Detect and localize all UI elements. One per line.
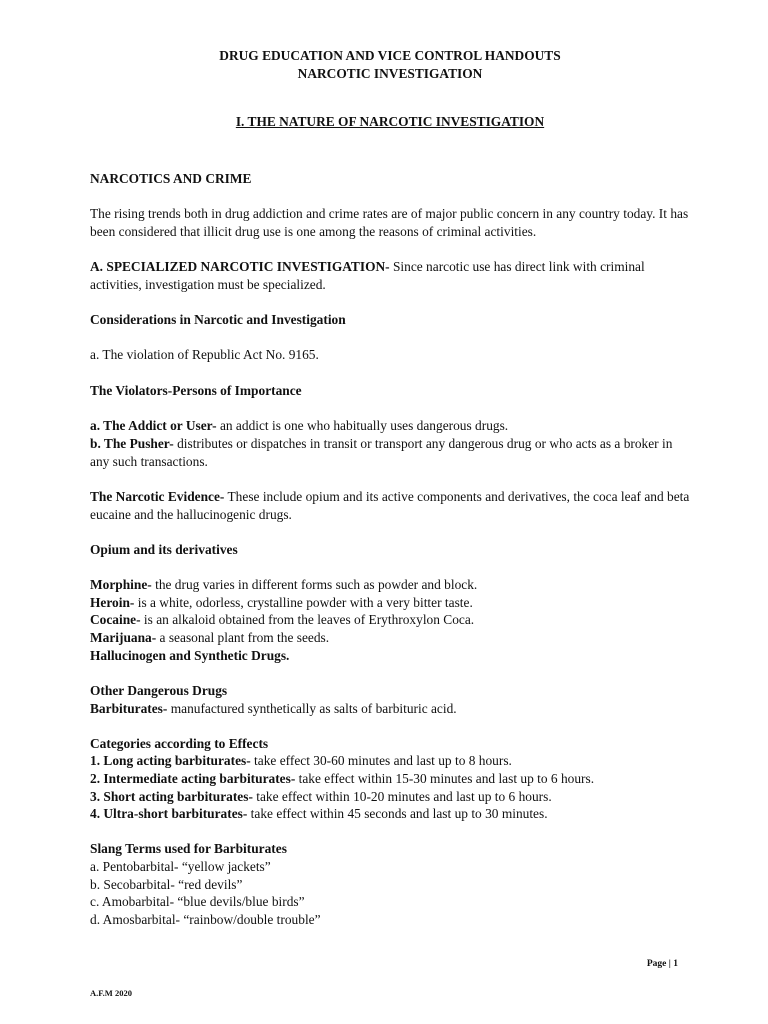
marijuana-text: a seasonal plant from the seeds. [156,630,330,645]
considerations-heading: Considerations in Narcotic and Investigation [90,312,346,327]
other-drugs-heading: Other Dangerous Drugs [90,683,228,698]
opium-heading: Opium and its derivatives [90,542,238,557]
slang-item-a: a. Pentobarbital- “yellow jackets” [90,859,271,874]
category-text-2: take effect within 15-30 minutes and last up to 6 hours. [295,771,595,786]
specialized-text: Since narcotic use has direct link with criminal activities, investigation must be specialized. [90,259,645,292]
intro-paragraph: The rising trends both in drug addiction and crime rates are of major public concern in any country today. It has been considered that illicit drug use is one among the reasons of criminal activities. [90,206,689,239]
category-item-1 [90,752,690,770]
hallucinogen-heading: Hallucinogen and Synthetic Drugs. [90,648,290,663]
section-title: I. THE NATURE OF NARCOTIC INVESTIGATION [235,114,545,129]
marijuana-definition [90,629,690,647]
category-term-4: 4. Ultra-short barbiturates- [90,806,248,821]
morphine-term: Morphine- [90,577,152,592]
category-term-2: 2. Intermediate acting barbiturates- [90,771,296,786]
slang-item-c: c. Amobarbital- “blue devils/blue birds” [90,894,305,909]
category-item-4 [90,805,690,823]
addict-text: an addict is one who habitually uses dangerous drugs. [216,418,509,433]
category-item-2 [90,770,690,788]
marijuana-term: Marijuana- [90,630,157,645]
addict-definition [90,417,690,435]
narcotics-heading: NARCOTICS AND CRIME [90,171,252,186]
cocaine-text: is an alkaloid obtained from the leaves of Erythroxylon Coca. [140,612,475,627]
categories-heading: Categories according to Effects [90,736,269,751]
slang-item-d: d. Amosbarbital- “rainbow/double trouble” [90,912,321,927]
document-title: DRUG EDUCATION AND VICE CONTROL HANDOUTS [219,48,561,63]
category-term-1: 1. Long acting barbiturates- [90,753,251,768]
morphine-definition [90,576,690,594]
heroin-text: is a white, odorless, crystalline powder with a very bitter taste. [134,595,473,610]
category-item-3 [90,788,690,806]
specialized-paragraph [90,258,690,294]
category-text-3: take effect within 10-20 minutes and last up to 6 hours. [252,789,552,804]
heroin-definition [90,594,690,612]
footer-author: A.F.M 2020 [90,988,132,998]
considerations-item: a. The violation of Republic Act No. 9165. [90,347,319,362]
addict-term: a. The Addict or User- [90,418,217,433]
morphine-text: the drug varies in different forms such as powder and block. [151,577,478,592]
evidence-paragraph [90,488,690,524]
evidence-text: These include opium and its active components and derivatives, the coca leaf and beta eucaine and the hallucinogenic drugs. [90,489,690,522]
category-text-4: take effect within 45 seconds and last up to 30 minutes. [247,806,548,821]
violators-heading: The Violators-Persons of Importance [90,383,302,398]
pusher-text: distributes or dispatches in transit or transport any dangerous drug or who acts as a broker in any such transactions. [90,436,673,469]
pusher-term: b. The Pusher- [90,436,174,451]
barbiturates-definition [90,700,690,718]
page-number: Page | 1 [646,959,678,969]
barbiturates-term: Barbiturates- [90,701,168,716]
cocaine-definition [90,611,690,629]
document-subtitle: NARCOTIC INVESTIGATION [297,66,483,81]
barbiturates-text: manufactured synthetically as salts of barbituric acid. [167,701,457,716]
pusher-definition [90,435,690,471]
evidence-term: The Narcotic Evidence- [90,489,225,504]
slang-item-b: b. Secobarbital- “red devils” [90,877,243,892]
slang-heading: Slang Terms used for Barbiturates [90,841,287,856]
heroin-term: Heroin- [90,595,135,610]
cocaine-term: Cocaine- [90,612,141,627]
category-text-1: take effect 30-60 minutes and last up to 8 hours. [250,753,512,768]
specialized-term: A. SPECIALIZED NARCOTIC INVESTIGATION- [90,259,390,274]
category-term-3: 3. Short acting barbiturates- [90,789,253,804]
